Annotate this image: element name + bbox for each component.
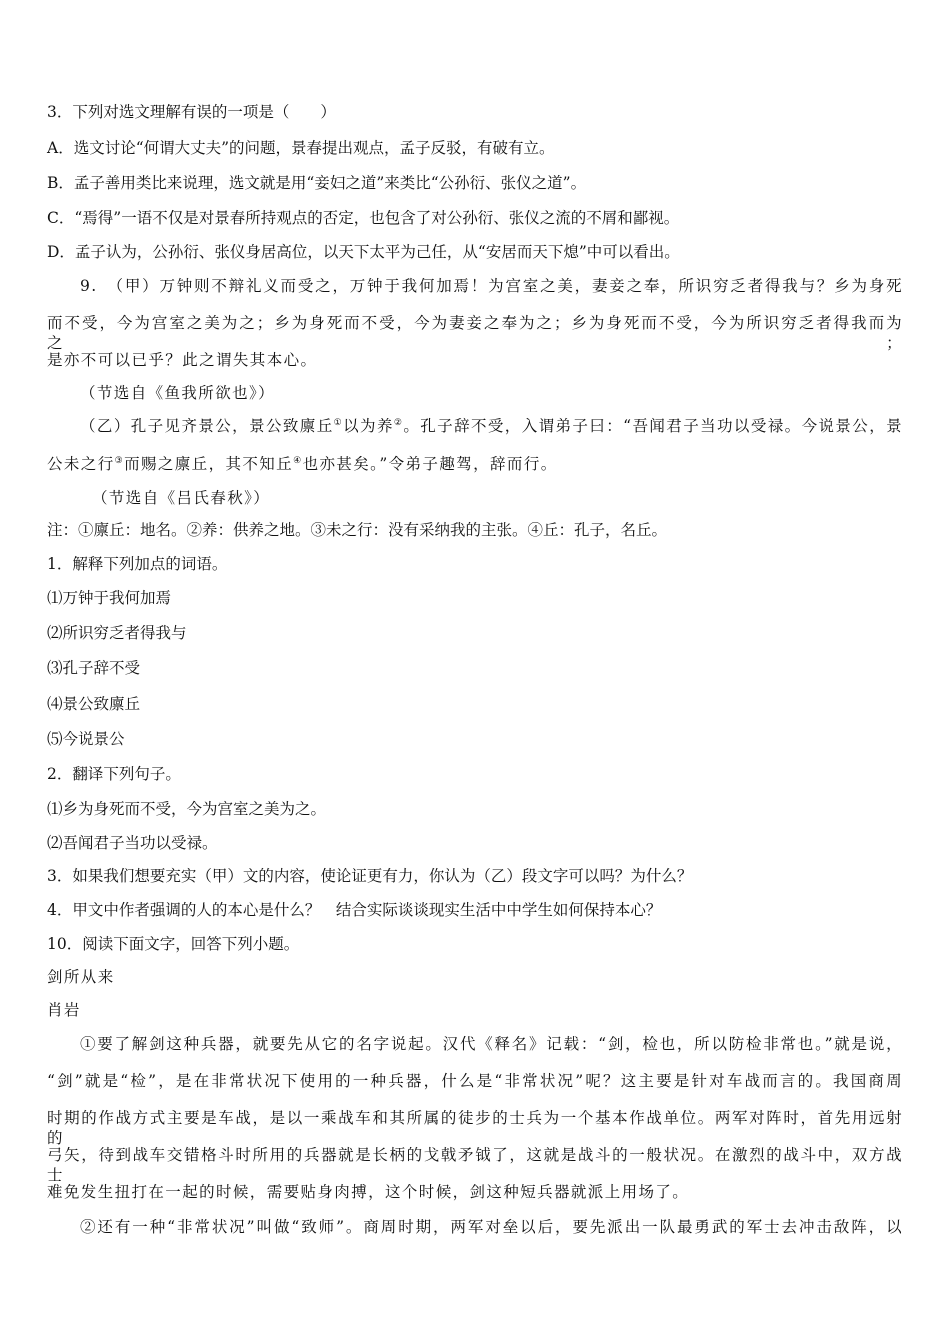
article-para-2-line-1: ②还有一种“非常状况”叫做“致师”。商周时期，两军对垒以后，要先派出一队最勇武的军士去冲击敌阵，以	[80, 1218, 903, 1236]
passage-yi-line-1	[80, 416, 903, 436]
question-10-stem: 10．阅读下面文字，回答下列小题。	[47, 935, 300, 953]
footnote-marker: ④	[293, 455, 303, 466]
question-9-1-item-2: ⑵所识穷乏者得我与	[47, 624, 187, 642]
question-3-stem: 3．下列对选文理解有误的一项是（ ）	[47, 103, 336, 121]
question-3-option-c: C．“焉得”一语不仅是对景春所持观点的否定，也包含了对公孙衍、张仪之流的不屑和鄙视。	[47, 209, 680, 227]
article-title: 剑所从来	[47, 968, 115, 986]
footnote-marker: ②	[393, 417, 404, 428]
question-9-1-stem: 1．解释下列加点的词语。	[47, 555, 228, 573]
question-3-option-b: B．孟子善用类比来说理，选文就是用“妾妇之道”来类比“公孙衍、张仪之道”。	[47, 174, 587, 192]
question-3-option-d: D．孟子认为，公孙衍、张仪身居高位，以天下太平为己任，从“安居而天下熄”中可以看出。	[47, 243, 680, 261]
question-9-1-item-5: ⑸今说景公	[47, 730, 125, 748]
passage-yi-text: 以为养	[343, 417, 394, 435]
passage-jia-line-2: 而不受，今为宫室之美为之；乡为身死而不受，今为妻妾之奉为之；乡为身死而不受，今为所识穷乏者得我而为之；	[47, 314, 903, 352]
question-9-4: 4．甲文中作者强调的人的本心是什么？ 结合实际谈谈现实生活中中学生如何保持本心？	[47, 901, 662, 919]
question-3-option-a: A．选文讨论“何谓大丈夫”的问题，景春提出观点，孟子反驳，有破有立。	[47, 139, 555, 157]
passage-yi-text: （乙）孔子见齐景公，景公致廪丘	[80, 417, 334, 435]
question-9-2-item-2: ⑵吾闻君子当功以受禄。	[47, 834, 218, 852]
article-para-1-line-4: 弓矢，待到战车交错格斗时所用的兵器就是长柄的戈戟矛钺了，这就是战斗的一般状况。在激烈的战斗中，双方战士	[47, 1146, 903, 1184]
question-9-2-item-1: ⑴乡为身死而不受，今为宫室之美为之。	[47, 800, 327, 818]
passage-notes: 注：①廪丘：地名。②养：供养之地。③未之行：没有采纳我的主张。④丘：孔子，名丘。	[47, 521, 668, 539]
article-para-1-line-3: 时期的作战方式主要是车战，是以一乘战车和其所属的徒步的士兵为一个基本作战单位。两军对阵时，首先用远射的	[47, 1109, 903, 1147]
question-9-1-item-4: ⑷景公致廪丘	[47, 695, 141, 713]
question-9-3: 3．如果我们想要充实（甲）文的内容，使论证更有力，你认为（乙）段文字可以吗？为什么？	[47, 867, 693, 885]
question-9-1-item-3: ⑶孔子辞不受	[47, 659, 141, 677]
article-para-1-line-2: “剑”就是“检”，是在非常状况下使用的一种兵器，什么是“非常状况”呢？这主要是针对车战而言的。我国商周	[47, 1072, 903, 1090]
passage-yi-source: （节选自《吕氏春秋》）	[92, 489, 271, 507]
question-9-1-item-1: ⑴万钟于我何加焉	[47, 589, 172, 607]
passage-yi-text: 也亦甚矣。”令弟子趣驾，辞而行。	[302, 455, 558, 473]
passage-yi-text: 。孔子辞不受，入谓弟子曰：“吾闻君子当功以受禄。今说景公，景	[403, 417, 904, 435]
passage-yi-text: 而赐之廪丘，其不知丘	[124, 455, 294, 473]
passage-jia-line-3: 是亦不可以已乎？此之谓失其本心。	[47, 351, 318, 369]
footnote-marker: ①	[333, 417, 344, 428]
passage-jia-source: （节选自《鱼我所欲也》）	[80, 384, 276, 402]
question-9-2-stem: 2．翻译下列句子。	[47, 765, 181, 783]
footnote-marker: ③	[114, 455, 125, 466]
article-author: 肖岩	[47, 1001, 81, 1019]
passage-yi-line-2	[47, 454, 558, 474]
article-para-1-line-1: ①要了解剑这种兵器，就要先从它的名字说起。汉代《释名》记载：“剑，检也，所以防检非常也。”就是说，	[80, 1035, 903, 1053]
passage-yi-text: 公未之行	[47, 455, 115, 473]
passage-jia-line-1: 9. （甲）万钟则不辩礼义而受之，万钟于我何加焉！为宫室之美，妻妾之奉，所识穷乏者得我与？乡为身死	[80, 277, 903, 295]
article-para-1-line-5: 难免发生扭打在一起的时候，需要贴身肉搏，这个时候，剑这种短兵器就派上用场了。	[47, 1183, 690, 1201]
